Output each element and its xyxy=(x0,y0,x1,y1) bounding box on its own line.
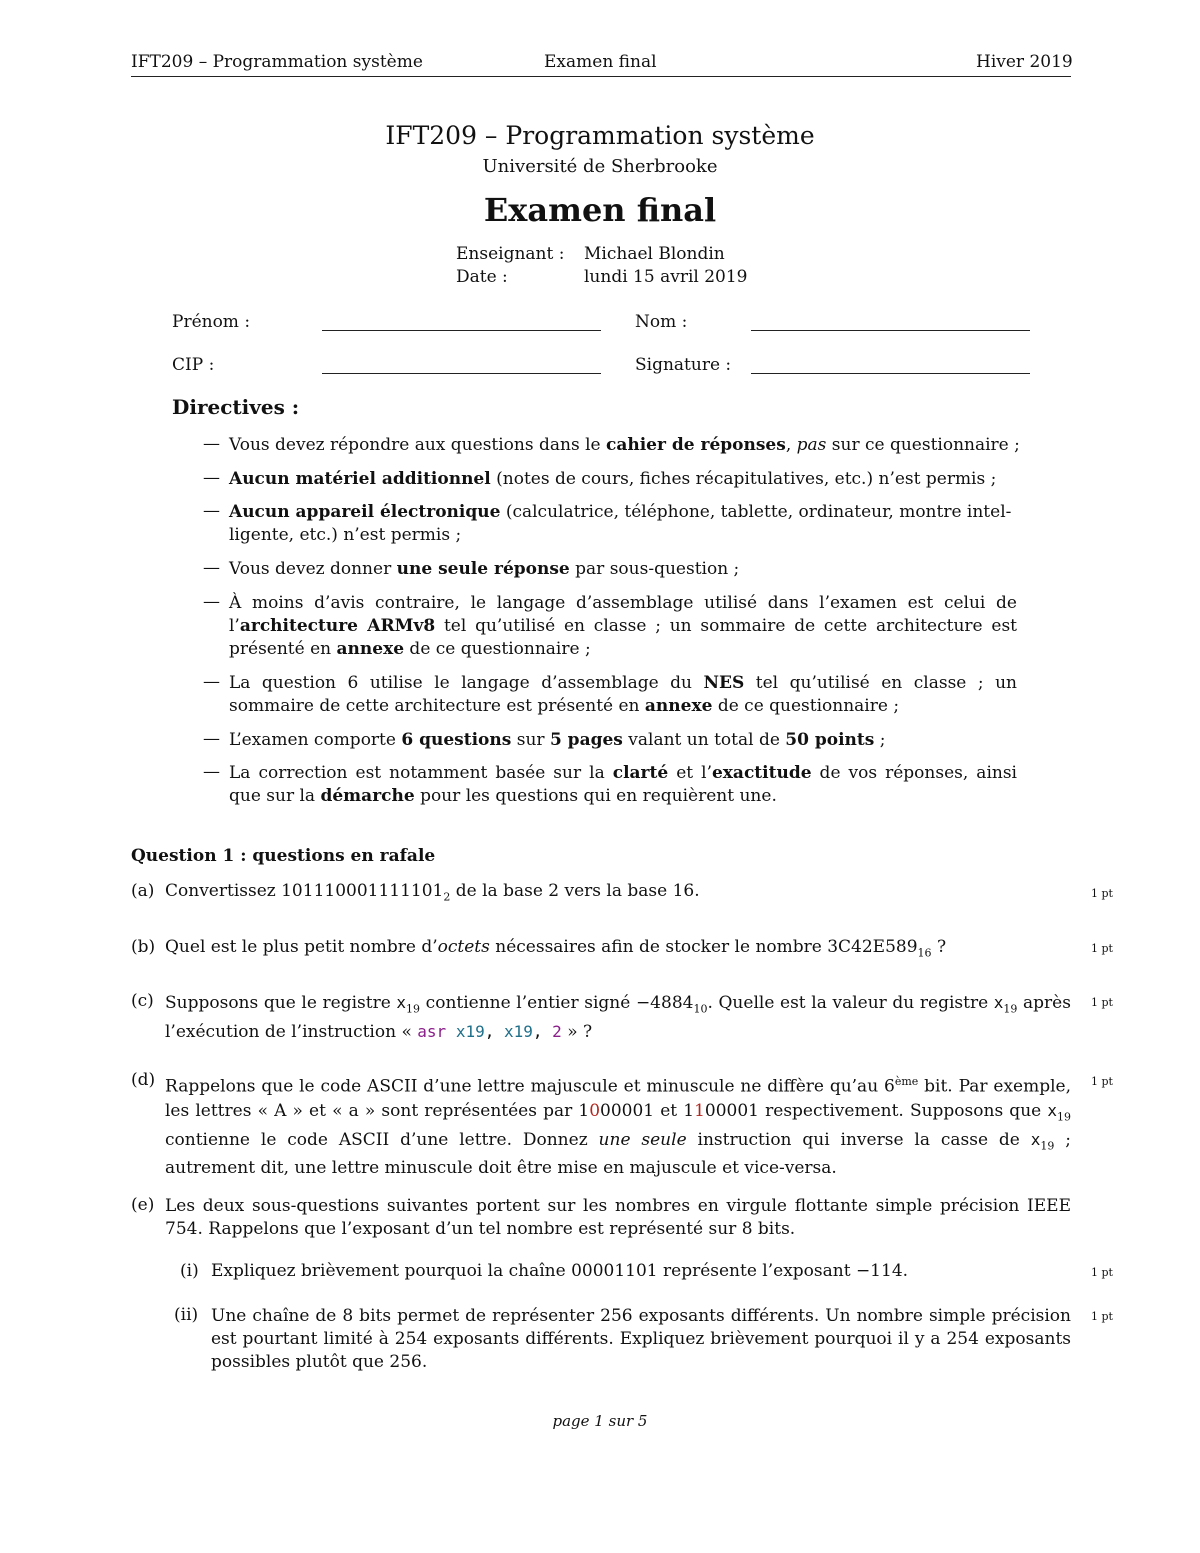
directives-title: Directives : xyxy=(172,395,300,419)
teacher-label: Enseignant : xyxy=(456,244,565,264)
q1e-i-text: Expliquez brièvement pourquoi la chaîne 00001101 représente l’exposant −114. xyxy=(211,1261,909,1281)
q1c-label: (c) xyxy=(131,991,154,1011)
prenom-field[interactable] xyxy=(322,330,601,331)
cip-field[interactable] xyxy=(322,373,601,374)
directive-2: Aucun matériel additionnel (notes de cours, fiches récapitulatives, etc.) n’est permis ; xyxy=(229,469,997,489)
course-title: IFT209 – Programmation système xyxy=(385,121,815,150)
running-header-right: Hiver 2019 xyxy=(976,52,1073,72)
q1b-label: (b) xyxy=(131,937,156,957)
q1e-label: (e) xyxy=(131,1195,155,1215)
bullet-dash: — xyxy=(203,501,220,521)
page-number: page 1 sur 5 xyxy=(552,1412,648,1430)
q1e-ii-points: 1 pt xyxy=(1091,1310,1113,1323)
directive-4: Vous devez donner une seule réponse par sous-question ; xyxy=(229,559,740,579)
bullet-dash: — xyxy=(203,672,220,692)
signature-field[interactable] xyxy=(751,373,1030,374)
q1d-points: 1 pt xyxy=(1091,1075,1113,1088)
q1c-text: Supposons que le registre $x_{19}$ contienne l’entier signé $-4884_{10}$. Quelle est la valeur du registre $x_{19}$ après l’exécution de l’instruction « asr x19, x19, 2 » ? xyxy=(165,993,1071,1043)
directive-3: Aucun appareil électronique (calculatrice, téléphone, tablette, ordinateur, montre intel- ligente, etc.) n’est permis ; xyxy=(229,502,1012,545)
directive-7: L’examen comporte 6 questions sur 5 pages valant un total de 50 points ; xyxy=(229,730,886,750)
q1e-text: Les deux sous-questions suivantes portent sur les nombres en virgule flottante simple précision IEEE 754. Rappelons que l’exposant d’un tel nombre est représenté sur 8 bits. xyxy=(165,1196,1071,1239)
q1a-label: (a) xyxy=(131,881,155,901)
running-header-left: IFT209 – Programmation système xyxy=(131,52,423,72)
nom-field[interactable] xyxy=(751,330,1030,331)
directive-1: Vous devez répondre aux questions dans le cahier de réponses, pas sur ce questionnaire ; xyxy=(229,435,1020,455)
q1b-text: Quel est le plus petit nombre d’octets nécessaires afin de stocker le nombre $3C42E589_{16}$ ? xyxy=(165,937,947,960)
bullet-dash: — xyxy=(203,558,220,578)
q1e-ii-label: (ii) xyxy=(174,1305,199,1325)
q1e-ii-text: Une chaîne de 8 bits permet de représenter 256 exposants différents. Un nombre simple précision est pourtant limité à 254 exposants différents. Expliquez brièvement pourquoi il y a 254 exposants possibles plutôt que 256. xyxy=(211,1306,1071,1372)
header-rule xyxy=(131,76,1071,77)
q1d-text: Rappelons que le code ASCII d’une lettre majuscule et minuscule ne diffère qu’au 6ème bit. Par exemple, les lettres « A » et « a » sont représentées par 1000001 et 1100001 respectivement. Supposons que $x_{19}$ contienne le code ASCII d’une lettre. Donnez une seule instruction qui inverse la casse de $x_{19}$ ; autrement dit, une lettre minuscule doit être mise en majuscule et vice-versa. xyxy=(165,1075,1072,1179)
date-label: Date : xyxy=(456,267,508,287)
directive-5: À moins d’avis contraire, le langage d’assemblage utilisé dans l’examen est celui de l’architecture ARMv8 tel qu’utilisé en classe ; un sommaire de cette architecture est présenté en annexe de ce questionnaire ; xyxy=(229,593,1018,659)
bullet-dash: — xyxy=(203,592,220,612)
teacher-value: Michael Blondin xyxy=(584,244,725,264)
cip-label: CIP : xyxy=(172,355,215,375)
bullet-dash: — xyxy=(203,434,220,454)
q1e-i-label: (i) xyxy=(180,1261,199,1281)
bullet-dash: — xyxy=(203,762,220,782)
q1d-label: (d) xyxy=(131,1070,156,1090)
bullet-dash: — xyxy=(203,468,220,488)
question-1-title: Question 1 : questions en rafale xyxy=(131,846,436,866)
q1e-i-points: 1 pt xyxy=(1091,1266,1113,1279)
signature-label: Signature : xyxy=(635,355,732,375)
nom-label: Nom : xyxy=(635,312,688,332)
q1c-points: 1 pt xyxy=(1091,996,1113,1009)
university-name: Université de Sherbrooke xyxy=(482,156,718,177)
directive-8: La correction est notamment basée sur la clarté et l’exactitude de vos réponses, ainsi que sur la démarche pour les questions qui en requièrent une. xyxy=(229,763,1017,806)
q1b-points: 1 pt xyxy=(1091,942,1113,955)
exam-title: Examen final xyxy=(483,191,717,229)
q1a-points: 1 pt xyxy=(1091,887,1113,900)
q1a-text: Convertissez $101110001111101_2$ de la base 2 vers la base 16. xyxy=(165,881,700,904)
directive-6: La question 6 utilise le langage d’assemblage du NES tel qu’utilisé en classe ; un sommaire de cette architecture est présenté en annexe de ce questionnaire ; xyxy=(229,673,1017,716)
date-value: lundi 15 avril 2019 xyxy=(584,267,748,287)
prenom-label: Prénom : xyxy=(172,312,251,332)
running-header-center: Examen final xyxy=(544,52,657,72)
bullet-dash: — xyxy=(203,729,220,749)
